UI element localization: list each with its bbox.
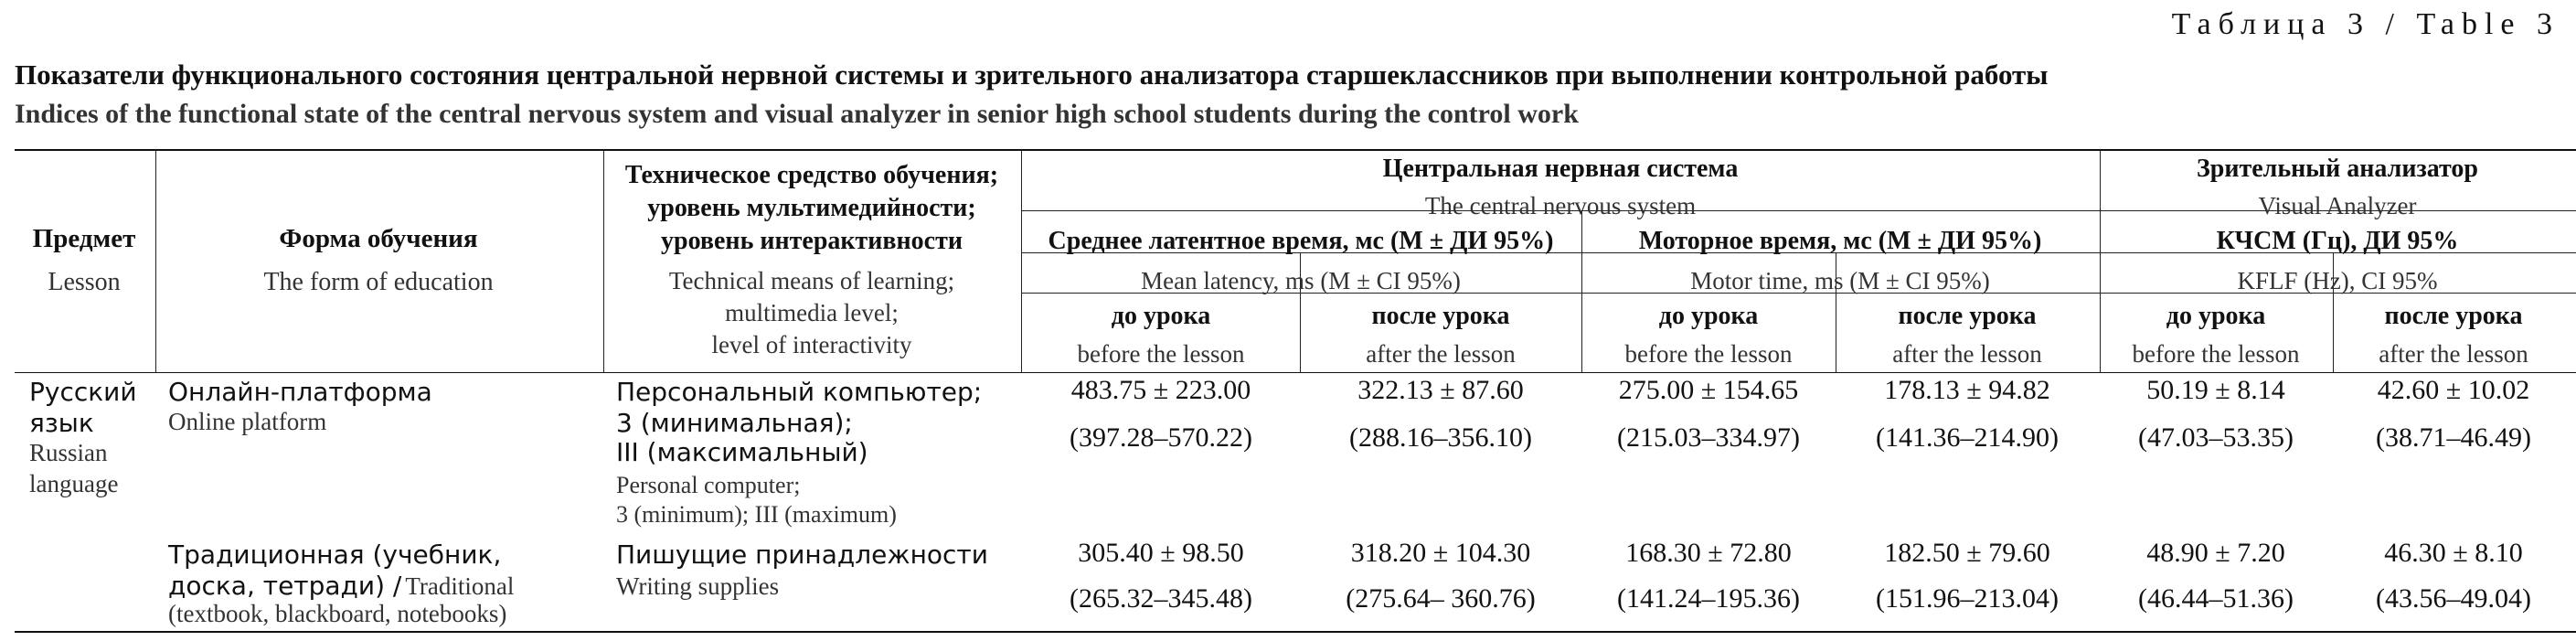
- ci-cell: (141.36–214.90): [1876, 422, 2059, 453]
- value-cell: 182.50 ± 79.60: [1884, 538, 2050, 568]
- header-tech-ru-2: уровень мультимедийности;: [647, 194, 976, 222]
- header-latency-en: Mean latency, ms (M ± CI 95%): [1141, 267, 1461, 294]
- value-cell: 168.30 ± 72.80: [1625, 538, 1792, 568]
- ci-cell: (265.32–345.48): [1070, 583, 1252, 614]
- header-visual-ru: Зрительный анализатор: [2196, 155, 2479, 183]
- form-line-2: [168, 571, 514, 601]
- header-cns-ru: Центральная нервная система: [1382, 155, 1739, 183]
- ci-cell: (397.28–570.22): [1070, 422, 1252, 453]
- table-label: Таблица 3 / Table 3: [2171, 7, 2560, 41]
- header-before-en: before the lesson: [1624, 340, 1793, 368]
- ci-cell: (151.96–213.04): [1876, 583, 2059, 614]
- header-subject-en: Lesson: [48, 268, 121, 296]
- subject-en-line-2: language: [29, 470, 119, 497]
- header-form-ru: Форма обучения: [279, 224, 478, 253]
- col-divider: [155, 151, 156, 372]
- header-tech-ru-3: уровень интерактивности: [661, 227, 963, 255]
- header-tech-en-2: multimedia level;: [725, 299, 899, 326]
- header-latency-ru: Среднее латентное время, мс (M ± ДИ 95%): [1048, 227, 1554, 255]
- form-en-line-2: (textbook, blackboard, notebooks): [168, 600, 507, 627]
- header-subject-ru: Предмет: [32, 224, 136, 253]
- value-cell: 46.30 ± 8.10: [2384, 538, 2523, 568]
- ci-cell: (46.44–51.36): [2138, 583, 2294, 614]
- header-visual-en: Visual Analyzer: [2258, 192, 2417, 219]
- ci-cell: (43.56–49.04): [2376, 583, 2531, 614]
- header-bottom-rule: [15, 372, 2576, 373]
- tech-ru-line-3: III (максимальный): [616, 437, 868, 467]
- header-before-ru: до урока: [2166, 302, 2266, 330]
- header-after-ru: после урока: [1898, 302, 2037, 330]
- header-after-ru: после урока: [2384, 302, 2523, 330]
- tech-ru-line-2: 3 (минимальная);: [616, 408, 853, 438]
- ci-cell: (275.64– 360.76): [1346, 583, 1536, 614]
- value-cell: 48.90 ± 7.20: [2146, 538, 2285, 568]
- header-tech-en-1: Technical means of learning;: [668, 267, 955, 294]
- table-bottom-rule: [15, 631, 2576, 633]
- header-kchsm-en: KFLF (Hz), CI 95%: [2237, 267, 2438, 294]
- tech-en-line-2: 3 (minimum); III (maximum): [616, 501, 897, 528]
- value-cell: 305.40 ± 98.50: [1078, 538, 1244, 568]
- ci-cell: (215.03–334.97): [1617, 422, 1800, 453]
- subject-ru-line-1: Русский: [29, 377, 137, 407]
- value-cell: 178.13 ± 94.82: [1884, 375, 2050, 405]
- header-motor-en: Motor time, ms (M ± CI 95%): [1690, 267, 1990, 294]
- col-divider: [2100, 151, 2101, 372]
- header-kchsm-ru: КЧСМ (Гц), ДИ 95%: [2216, 227, 2459, 255]
- table-title-ru: Показатели функционального состояния центральной нервной системы и зрительного анализатора старшеклассников при выполнении контрольной работы: [15, 59, 2049, 91]
- header-form-en: The form of education: [263, 268, 494, 296]
- form-ru-line-1: Традиционная (учебник,: [168, 540, 502, 570]
- header-after-en: after the lesson: [1892, 340, 2042, 368]
- subject-en-line-1: Russian: [29, 439, 108, 466]
- ci-cell: (288.16–356.10): [1349, 422, 1532, 453]
- table-top-rule: [15, 149, 2576, 151]
- ci-cell: (38.71–46.49): [2376, 422, 2531, 453]
- header-after-ru: после урока: [1371, 302, 1510, 330]
- col-divider: [1021, 151, 1022, 372]
- value-cell: 483.75 ± 223.00: [1070, 375, 1251, 405]
- col-divider: [1581, 210, 1582, 372]
- subject-ru-line-2: язык: [29, 408, 94, 438]
- col-divider: [603, 151, 604, 372]
- table-title-en: Indices of the functional state of the central nervous system and visual analyzer in senior high school students during the control work: [15, 99, 1579, 129]
- ci-cell: (47.03–53.35): [2138, 422, 2294, 453]
- ci-cell: (141.24–195.36): [1617, 583, 1800, 614]
- tech-ru-line-1: Персональный компьютер;: [616, 377, 983, 407]
- header-before-ru: до урока: [1658, 302, 1759, 330]
- form-en: Online platform: [168, 408, 327, 435]
- form-en-line-1: Traditional: [405, 572, 515, 600]
- tech-ru-line-1: Пишущие принадлежности: [616, 540, 988, 570]
- tech-en-line-1: Personal computer;: [616, 472, 801, 498]
- form-ru: Онлайн-платформа: [168, 377, 432, 407]
- value-cell: 322.13 ± 87.60: [1357, 375, 1524, 405]
- header-tech-ru-1: Техническое средство обучения;: [624, 161, 999, 189]
- value-cell: 50.19 ± 8.14: [2146, 375, 2285, 405]
- header-after-en: after the lesson: [1366, 340, 1516, 368]
- header-before-en: before the lesson: [2132, 340, 2300, 368]
- header-before-en: before the lesson: [1077, 340, 1245, 368]
- header-after-en: after the lesson: [2379, 340, 2528, 368]
- header-tech-en-3: level of interactivity: [711, 331, 912, 358]
- value-cell: 318.20 ± 104.30: [1350, 538, 1531, 568]
- header-motor-ru: Моторное время, мс (M ± ДИ 95%): [1638, 227, 2042, 255]
- header-cns-en: The central nervous system: [1424, 192, 1697, 219]
- tech-en-line-1: Writing supplies: [616, 572, 780, 600]
- value-cell: 275.00 ± 154.65: [1618, 375, 1799, 405]
- form-ru-line-2: доска, тетради) /: [168, 571, 402, 601]
- header-before-ru: до урока: [1111, 302, 1211, 330]
- value-cell: 42.60 ± 10.02: [2377, 375, 2530, 405]
